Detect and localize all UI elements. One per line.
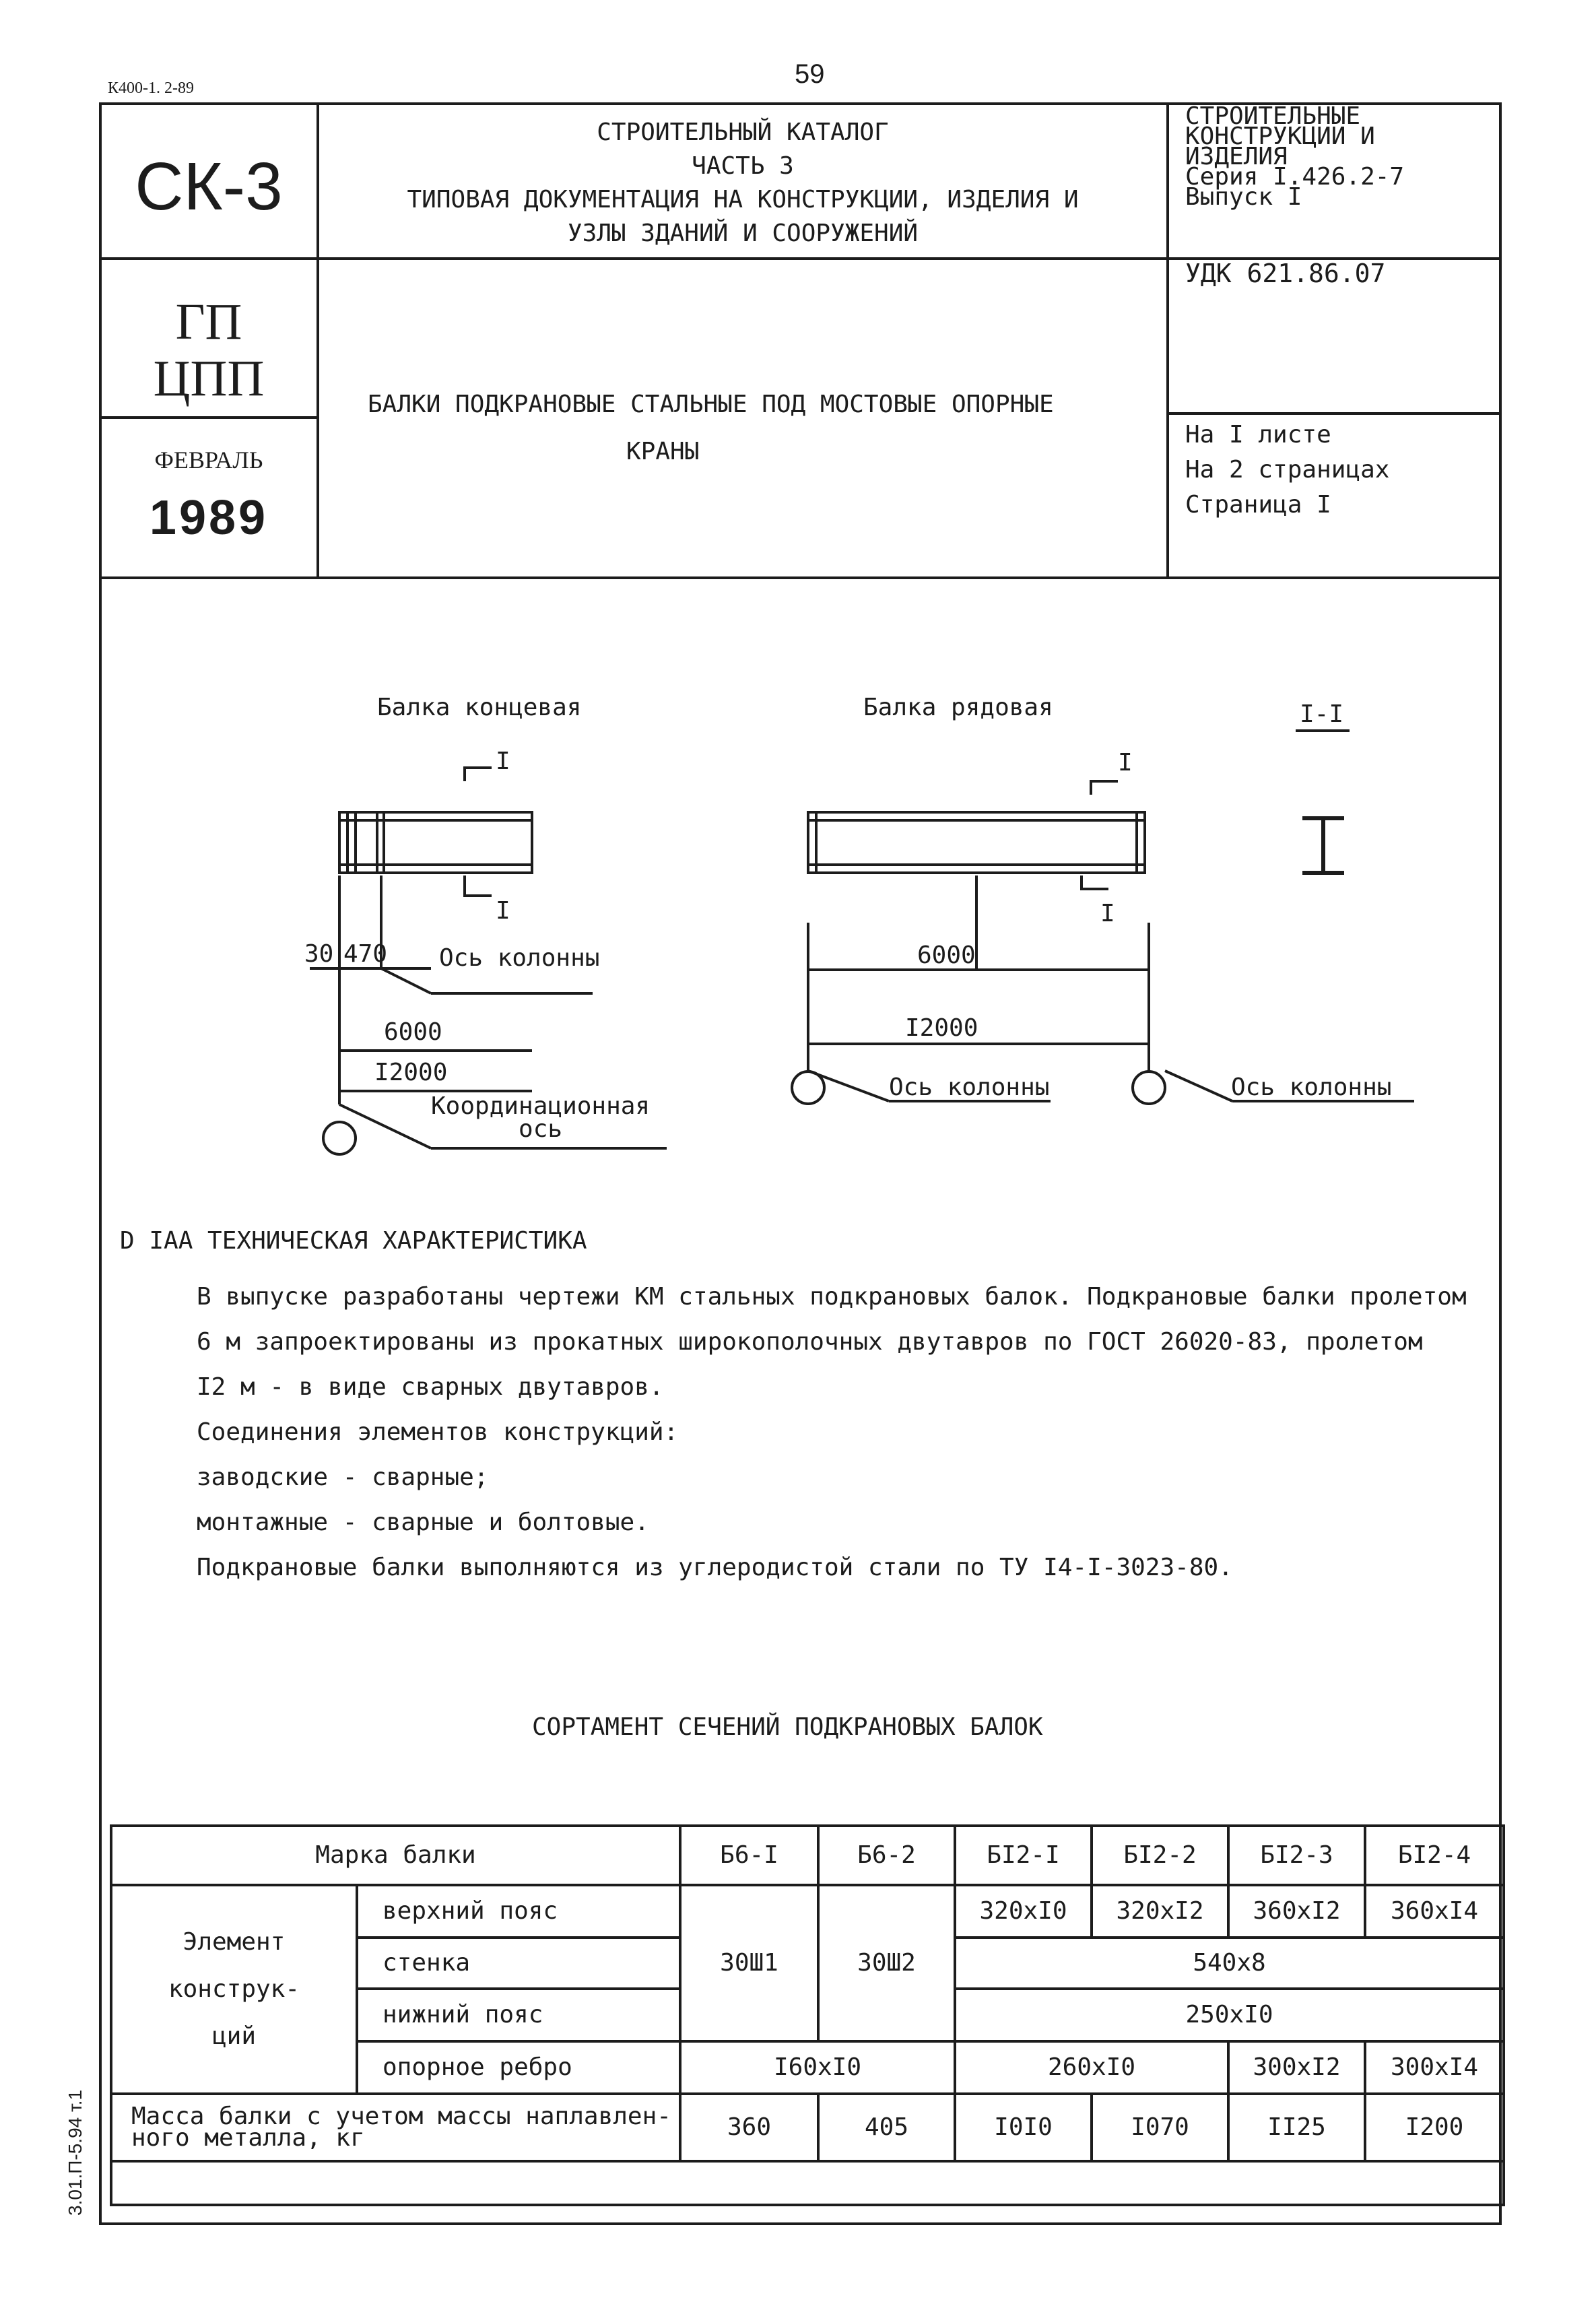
- section-mark-label: I: [496, 748, 510, 775]
- mark-header: Марка балки: [111, 1826, 680, 1885]
- dimension-6000-row: 6000: [917, 942, 976, 969]
- section-mark-label: I: [496, 897, 510, 925]
- issue-year: 1989: [149, 491, 269, 545]
- coordination-axis-line: Координационная: [431, 1092, 651, 1120]
- top-flange-cell: 360xI2: [1228, 1885, 1365, 1938]
- top-flange-cell: 320xI0: [955, 1885, 1092, 1938]
- sortament-table: [110, 1824, 1505, 2206]
- mass-cell: 360: [680, 2094, 818, 2161]
- mark-cell: БI2-I: [955, 1826, 1092, 1885]
- document-code: К400-1. 2-89: [108, 79, 194, 97]
- top-flange-cell: 360xI4: [1365, 1885, 1504, 1938]
- catalog-title-line: ТИПОВАЯ ДОКУМЕНТАЦИЯ НА КОНСТРУКЦИИ, ИЗДЕЛИЯ И: [407, 186, 1079, 213]
- document-title-line2: КРАНЫ: [626, 438, 700, 465]
- organization-line: ГП: [175, 294, 242, 350]
- section-mark-bottom-row: [1082, 876, 1108, 889]
- dimension-12000-row: I2000: [905, 1014, 978, 1042]
- mark-cell: Б6-I: [680, 1826, 818, 1885]
- udk-code: УДК 621.86.07: [1185, 259, 1386, 288]
- mass-label: [111, 2094, 680, 2161]
- section-mark-bottom: [465, 876, 492, 896]
- row-bearing-rib: опорное ребро: [357, 2041, 680, 2094]
- mass-label-line: ного металла, кг: [131, 2124, 365, 2152]
- end-beam-label: Балка концевая: [377, 694, 582, 721]
- section-mark-top: [465, 768, 492, 781]
- sheet-line: На I листе: [1185, 421, 1331, 449]
- tech-line: заводские - сварные;: [197, 1463, 489, 1491]
- mark-cell: Б6-2: [818, 1826, 955, 1885]
- element-label-line: ций: [211, 2022, 257, 2050]
- mark-cell: БI2-4: [1365, 1826, 1504, 1885]
- column-axis-label: Ось колонны: [439, 944, 600, 972]
- tech-line: 6 м запроектированы из прокатных широкополочных двутавров по ГОСТ 26020-83, пролетом: [197, 1328, 1423, 1356]
- table-title: СОРТАМЕНТ СЕЧЕНИЙ ПОДКРАНОВЫХ БАЛОК: [532, 1713, 1043, 1741]
- catalog-logo: СК-3: [135, 149, 283, 224]
- column-axis-label-left: Ось колонны: [889, 1074, 1050, 1101]
- element-label-line: конструк-: [168, 1975, 300, 2003]
- mass-cell: I070: [1092, 2094, 1228, 2161]
- dimension-30: 30: [304, 940, 334, 968]
- b6-2-section: 30Ш2: [818, 1885, 955, 2041]
- catalog-title-line: ЧАСТЬ 3: [692, 152, 794, 180]
- tech-line: I2 м - в виде сварных двутавров.: [197, 1373, 664, 1401]
- rib-cell: I60xI0: [680, 2041, 955, 2094]
- tech-text: [197, 1274, 1467, 1590]
- section-mark-label: I: [1100, 900, 1115, 927]
- empty-row: [111, 2161, 1504, 2205]
- mass-cell: I0I0: [955, 2094, 1092, 2161]
- document-title-line1: БАЛКИ ПОДКРАНОВЫЕ СТАЛЬНЫЕ ПОД МОСТОВЫЕ ОПОРНЫЕ: [368, 391, 1054, 418]
- mass-cell: II25: [1228, 2094, 1365, 2161]
- rib-cell: 300xI2: [1228, 2041, 1365, 2094]
- coordination-axis-label: [431, 1092, 651, 1143]
- mass-cell: 405: [818, 2094, 955, 2161]
- i-beam-section: [1302, 818, 1344, 873]
- bottom-flange-cell: 250xI0: [955, 1989, 1504, 2041]
- tech-line: В выпуске разработаны чертежи КМ стальных подкрановых балок. Подкрановые балки пролетом: [197, 1283, 1467, 1311]
- sheet-line: На 2 страницах: [1185, 456, 1390, 484]
- web-cell: 540x8: [955, 1938, 1504, 1989]
- catalog-title-line: УЗЛЫ ЗДАНИЙ И СООРУЖЕНИЙ: [567, 220, 919, 247]
- section-mark-label: I: [1118, 749, 1133, 777]
- side-code: 3.01.П-5.94 т.1: [65, 2089, 86, 2216]
- mark-cell: БI2-3: [1228, 1826, 1365, 1885]
- row-web: стенка: [357, 1938, 680, 1989]
- dimension-12000: I2000: [374, 1059, 448, 1086]
- end-beam-elevation: [339, 812, 532, 873]
- element-label-line: Элемент: [182, 1928, 286, 1956]
- coordination-axis-line: ось: [519, 1115, 563, 1143]
- mass-cell: I200: [1365, 2094, 1504, 2161]
- tech-line: Подкрановые балки выполняются из углеродистой стали по ТУ I4-I-3023-80.: [197, 1554, 1233, 1581]
- series-line: ИЗДЕЛИЯ: [1185, 143, 1288, 170]
- organization-line: ЦПП: [153, 350, 265, 407]
- mark-cell: БI2-2: [1092, 1826, 1228, 1885]
- tech-line: Соединения элементов конструкций:: [197, 1418, 679, 1446]
- row-top-flange: верхний пояс: [357, 1885, 680, 1938]
- mass-label-line: Масса балки с учетом массы наплавлен-: [131, 2103, 671, 2130]
- series-line: Выпуск I: [1185, 183, 1302, 211]
- issue-month: ФЕВРАЛЬ: [154, 447, 263, 473]
- dimension-6000: 6000: [384, 1018, 442, 1046]
- tech-heading: D IAA ТЕХНИЧЕСКАЯ ХАРАКТЕРИСТИКА: [120, 1227, 587, 1255]
- rib-cell: 300xI4: [1365, 2041, 1504, 2094]
- b6-1-section: 30Ш1: [680, 1885, 818, 2041]
- row-bottom-flange: нижний пояс: [357, 1989, 680, 2041]
- series-line: СТРОИТЕЛЬНЫЕ: [1185, 102, 1361, 130]
- section-label: I-I: [1300, 700, 1344, 728]
- rib-cell: 260xI0: [955, 2041, 1228, 2094]
- dimension-470: 470: [343, 940, 388, 968]
- series-line: Серия I.426.2-7: [1185, 163, 1405, 191]
- column-axis-label-right: Ось колонны: [1231, 1074, 1392, 1101]
- row-beam-elevation: [808, 812, 1145, 873]
- catalog-title-line: СТРОИТЕЛЬНЫЙ КАТАЛОГ: [597, 119, 889, 146]
- page-number: 59: [795, 59, 825, 89]
- top-flange-cell: 320xI2: [1092, 1885, 1228, 1938]
- tech-line: монтажные - сварные и болтовые.: [197, 1509, 649, 1536]
- row-beam-label: Балка рядовая: [863, 694, 1053, 721]
- element-label: [111, 1885, 357, 2094]
- section-mark-top-row: [1091, 781, 1118, 795]
- sheet-line: Страница I: [1185, 491, 1331, 519]
- series-line: КОНСТРУКЦИИ И: [1185, 123, 1375, 150]
